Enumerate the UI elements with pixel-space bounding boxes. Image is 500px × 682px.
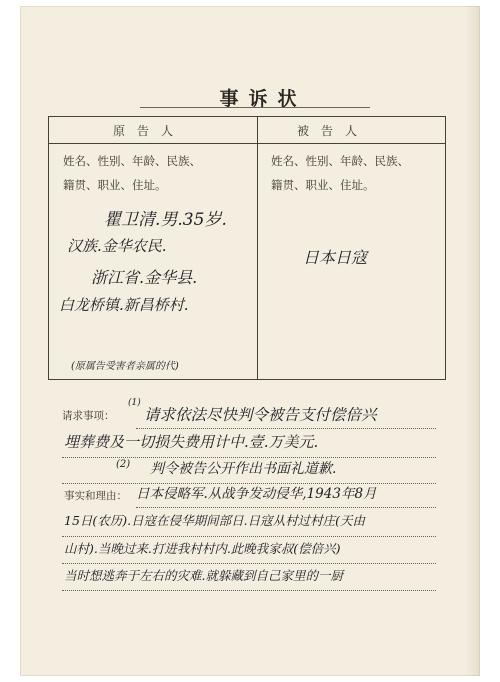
plaintiff-field-hint-line1: 姓名、性别、年龄、民族、 — [63, 154, 201, 168]
request-item1-number: (1) — [128, 398, 141, 408]
request-item2-text: 判令被告公开作出书面礼道歉. — [150, 461, 337, 477]
party-table-header-row — [49, 117, 445, 144]
defendant-name: 日本日寇 — [303, 248, 368, 267]
request-item1-line1: 请求依法尽快判令被告支付偿倍兴 — [144, 406, 377, 424]
defendant-field-hint-line1: 姓名、性别、年龄、民族、 — [271, 154, 409, 168]
facts-dotted-line-3 — [62, 563, 436, 564]
paper-edge-shadow — [466, 6, 480, 676]
party-table-column-divider — [257, 117, 258, 379]
facts-line1: 日本侵略军.从战争发动侵华,1943年8月 — [136, 486, 377, 502]
document-title: 事诉状 — [219, 88, 307, 110]
plaintiff-header: 原告人 — [113, 124, 186, 138]
title-underline — [140, 107, 370, 108]
facts-dotted-line-2 — [62, 536, 436, 537]
facts-dotted-line-1 — [136, 507, 436, 508]
request-item1-line2: 埋葬费及一切损失费用计中.壹.万美元. — [64, 433, 319, 451]
facts-line2: 15日(农历).日寇在侵华期间部日.日寇从村过村庄(天由 — [64, 513, 365, 528]
facts-label: 事实和理由： — [64, 490, 127, 502]
party-table — [48, 116, 446, 380]
request-item2-number: (2) — [116, 459, 131, 470]
facts-dotted-line-4 — [62, 590, 436, 591]
request-label: 请求事项： — [62, 410, 115, 422]
plaintiff-field-hint — [63, 149, 201, 197]
facts-line4: 当时想逃奔于左右的灾难.就躲藏到自己家里的一厨 — [64, 568, 343, 583]
defendant-field-hint — [271, 149, 409, 197]
facts-line3: 山村).当晚过来.打进我村村内.此晚我家叔(偿倍兴) — [64, 541, 341, 556]
plaintiff-name-line: 瞿卫清.男.35岁. — [104, 210, 227, 230]
plaintiff-village-line: 白龙桥镇.新昌桥村. — [59, 296, 189, 314]
plaintiff-note: (原属告受害者亲属的代) — [71, 361, 179, 372]
defendant-field-hint-line2: 籍贯、职业、住址。 — [271, 178, 375, 192]
plaintiff-ethnicity-line: 汉族.金华农民. — [67, 237, 167, 255]
defendant-header: 被告人 — [297, 124, 370, 138]
plaintiff-province-line: 浙江省.金华县. — [91, 268, 198, 287]
request-dotted-line-1 — [136, 428, 436, 429]
plaintiff-field-hint-line2: 籍贯、职业、住址。 — [63, 178, 167, 192]
